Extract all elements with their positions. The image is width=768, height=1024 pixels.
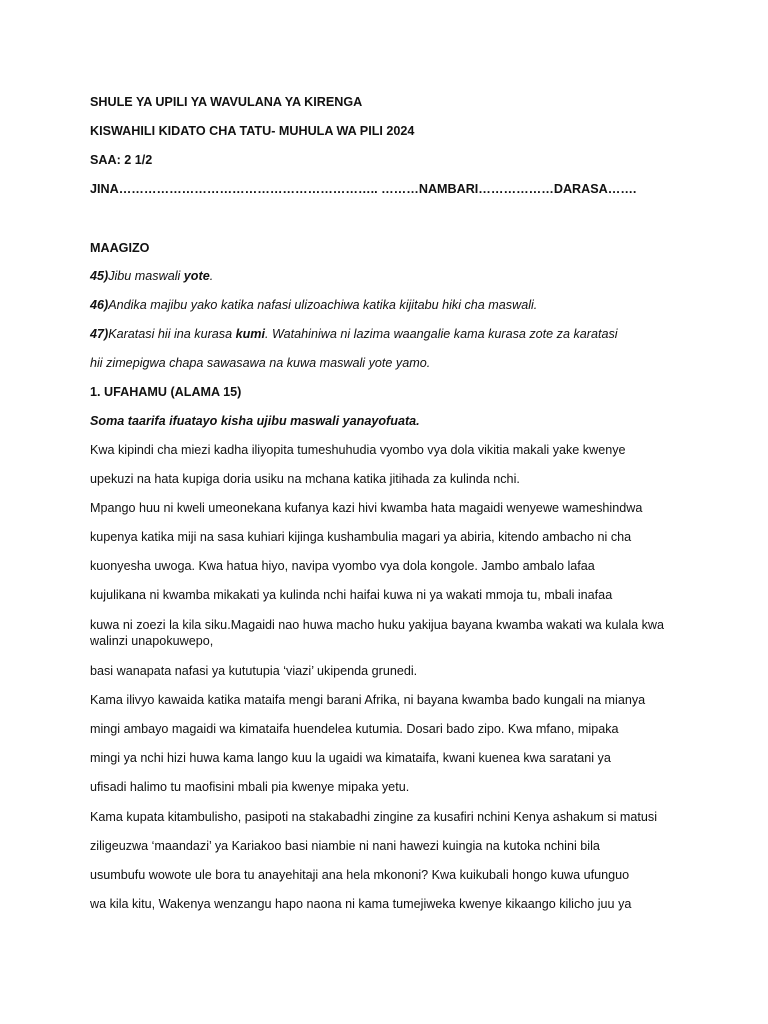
- section-prompt: Soma taarifa ifuatayo kisha ujibu maswali yanayofuata.: [90, 414, 420, 428]
- instruction-number: 46): [90, 298, 109, 312]
- instruction-text-end: .: [209, 269, 214, 283]
- school-name: SHULE YA UPILI YA WAVULANA YA KIRENGA: [90, 95, 363, 109]
- instruction-item: [90, 326, 618, 342]
- instructions-heading: MAAGIZO: [90, 241, 150, 255]
- student-details-line: JINA…………………………………………………….. ………NAMBARI………………DARASA…….: [90, 182, 637, 196]
- section-heading: 1. UFAHAMU (ALAMA 15): [90, 385, 242, 399]
- passage-line: Mpango huu ni kweli umeonekana kufanya kazi hivi kwamba hata magaidi wenyewe wameshindwa: [90, 501, 643, 515]
- instruction-item: [90, 268, 213, 284]
- passage-line: Kama kupata kitambulisho, pasipoti na stakabadhi zingine za kusafiri nchini Kenya ashakum si matusi: [90, 810, 658, 824]
- passage-line: kuonyesha uwoga. Kwa hatua hiyo, navipa vyombo vya dola kongole. Jambo ambalo lafaa: [90, 559, 595, 573]
- instruction-text: Karatasi hii ina kurasa: [108, 327, 236, 341]
- passage-line: ufisadi halimo tu maofisini mbali pia kwenye mipaka yetu.: [90, 780, 410, 794]
- passage-line: mingi ya nchi hizi huwa kama lango kuu la ugaidi wa kimataifa, kwani kuenea kwa saratani ya: [90, 751, 611, 765]
- passage-line: kuwa ni zoezi la kila siku.Magaidi nao huwa macho huku yakijua bayana kwamba wakati wa kulala kwa walinzi unapokuwepo,: [90, 618, 665, 648]
- passage-line: mingi ambayo magaidi wa kimataifa huendelea kutumia. Dosari bado zipo. Kwa mfano, mipaka: [90, 722, 619, 736]
- instruction-emphasis: yote: [183, 269, 210, 283]
- subject-title: KISWAHILI KIDATO CHA TATU- MUHULA WA PILI 2024: [90, 124, 415, 138]
- passage-line: upekuzi na hata kupiga doria usiku na mchana katika jitihada za kulinda nchi.: [90, 472, 520, 486]
- instruction-number: 45): [90, 269, 109, 283]
- instruction-number: 47): [90, 327, 109, 341]
- exam-duration: SAA: 2 1/2: [90, 153, 153, 167]
- instruction-text: Andika majibu yako katika nafasi ulizoachiwa katika kijitabu hiki cha maswali.: [108, 298, 538, 312]
- passage-line: Kwa kipindi cha miezi kadha iliyopita tumeshuhudia vyombo vya dola vikitia makali yake kwenye: [90, 443, 626, 457]
- passage-line: kupenya katika miji na sasa kuhiari kijinga kushambulia magari ya abiria, kitendo ambacho ni cha: [90, 530, 632, 544]
- instruction-continuation: hii zimepigwa chapa sawasawa na kuwa maswali yote yamo.: [90, 356, 431, 370]
- passage-line: wa kila kitu, Wakenya wenzangu hapo naona ni kama tumejiweka kwenye kikaango kilicho juu ya: [90, 897, 632, 911]
- passage-line: ziligeuzwa ‘maandazi’ ya Kariakoo basi niambie ni nani hawezi kuingia na kutoka nchini bila: [90, 839, 600, 853]
- instruction-item: [90, 297, 537, 313]
- passage-line: Kama ilivyo kawaida katika mataifa mengi barani Afrika, ni bayana kwamba bado kungali na mianya: [90, 693, 646, 707]
- instruction-emphasis: kumi: [235, 327, 266, 341]
- passage-line: basi wanapata nafasi ya kututupia ‘viazi’ ukipenda grunedi.: [90, 664, 418, 678]
- instruction-text: Jibu maswali: [108, 269, 184, 283]
- instruction-text-end: . Watahiniwa ni lazima waangalie kama kurasa zote za karatasi: [265, 327, 618, 341]
- passage-line: usumbufu wowote ule bora tu anayehitaji ana hela mkononi? Kwa kuikubali hongo kuwa ufunguo: [90, 868, 630, 882]
- passage-line: kujulikana ni kwamba mikakati ya kulinda nchi haifai kuwa ni ya wakati mmoja tu, mbali inafaa: [90, 588, 613, 602]
